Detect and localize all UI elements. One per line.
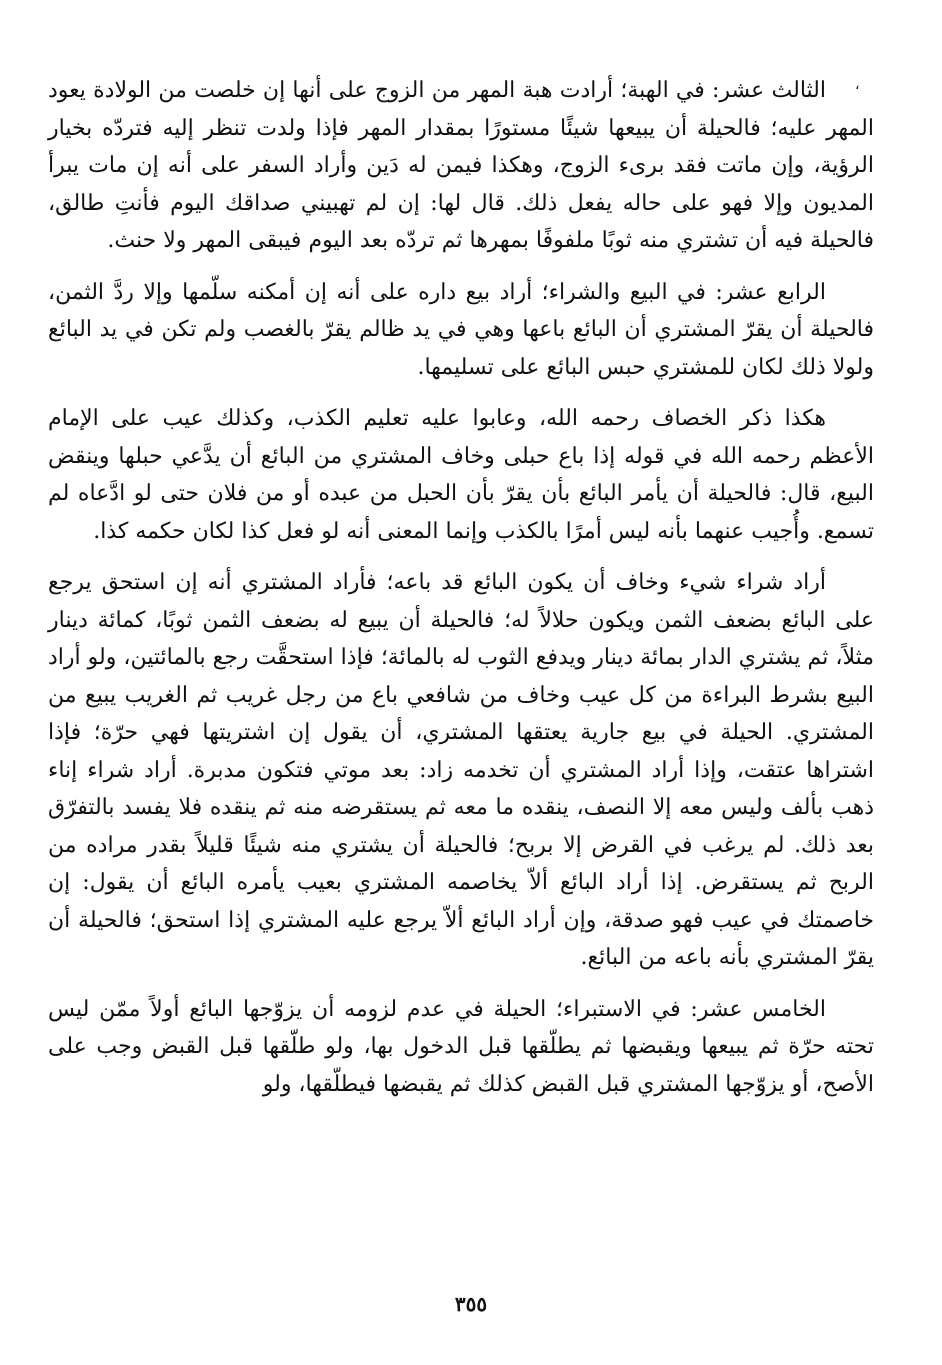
body-text bbox=[48, 72, 874, 1103]
paragraph-fifteenth: الخامس عشر: في الاستبراء؛ الحيلة في عدم لزومه أن يزوّجها البائع أولاً ممّن ليس تحته حرّة ثم يبيعها ويقبضها ثم يطلّقها قبل الدخول بها، ولو طلّقها قبل القبض وجب على الأصح، أو يزوّجها المشتري قبل القبض كذلك ثم يقبضها فيطلّقها، ولو bbox=[48, 996, 874, 1097]
paragraph-fourteenth: الرابع عشر: في البيع والشراء؛ أراد بيع داره على أنه إن أمكنه سلّمها وإلا ردَّ الثمن، فالحيلة أن يقرّ المشتري أن البائع باعها وهي في يد ظالم يقرّ بالغصب ولم تكن في يد البائع ولولا ذلك لكان للمشتري حبس البائع على تسليمها. bbox=[48, 279, 874, 380]
paragraph-purchase: أراد شراء شيء وخاف أن يكون البائع قد باعه؛ فأراد المشتري أنه إن استحق يرجع على البائع بضعف الثمن ويكون حلالاً له؛ فالحيلة أن يبيع له بضعف الثمن ثوبًا، كمائة دينار مثلاً، ثم يشتري الدار بمائة دينار ويدفع الثوب له بالمائة؛ فإذا استحقَّت رجع بالمائتين، ولو أراد البيع بشرط البراءة من كل عيب وخاف من شافعي باع من رجل غريب ثم الغريب يبيع من المشتري. الحيلة في بيع جارية يعتقها المشتري، أن يقول إن اشتريتها فهي حرّة؛ فإذا اشتراها عتقت، وإذا أراد المشتري أن تخدمه زاد: بعد موتي فتكون مدبرة. أراد شراء إناء ذهب بألف وليس معه إلا النصف، ينقده ما معه ثم يستقرضه منه ثم ينقده فلا يفسد بالتفرّق بعد ذلك. لم يرغب في القرض إلا بربح؛ فالحيلة أن يشتري منه شيئًا قليلاً بقدر مراده من الربح ثم يستقرض. إذا أراد البائع ألاّ يخاصمه المشتري بعيب يأمره البائع أن يقول: إن خاصمتك في عيب فهو صدقة، وإن أراد البائع ألاّ يرجع عليه المشتري إذا استحق؛ فالحيلة أن يقرّ المشتري بأنه باعه من البائع. bbox=[48, 570, 874, 970]
paragraph-thirteenth: الثالث عشر: في الهبة؛ أرادت هبة المهر من الزوج على أنها إن خلصت من الولادة يعود المهر عليه؛ فالحيلة أن يبيعها شيئًا مستورًا بمقدار المهر فإذا ولدت تنظر إليه فتردّه بخيار الرؤية، وإن ماتت فقد برىء الزوج، وهكذا فيمن له دَين وأراد السفر على أنه إن مات يبرأ المديون وإلا فهو على حاله يفعل ذلك. قال لها: إن لم تهبيني صداقك اليوم فأنتِ طالق، فالحيلة فيه أن تشتري منه ثوبًا ملفوفًا بمهرها ثم تردّه بعد اليوم فيبقى المهر ولا حنث. bbox=[48, 78, 874, 253]
page-number: ٣٥٥ bbox=[454, 1292, 488, 1316]
paragraph-khassaf: هكذا ذكر الخصاف رحمه الله، وعابوا عليه تعليم الكذب، وكذلك عيب على الإمام الأعظم رحمه الله في قوله إذا باع حبلى وخاف المشتري من البائع أن يدَّعي حبلها وينقض البيع، قال: فالحيلة أن يأمر البائع بأن يقرّ بأن الحبل من عبده أو من فلان حتى لو ادَّعاه لم تسمع. وأُجيب عنهما بأنه ليس أمرًا بالكذب وإنما المعنى أنه لو فعل كذا لكان حكمه كذا. bbox=[48, 406, 874, 544]
margin-mark: ، bbox=[855, 77, 860, 93]
